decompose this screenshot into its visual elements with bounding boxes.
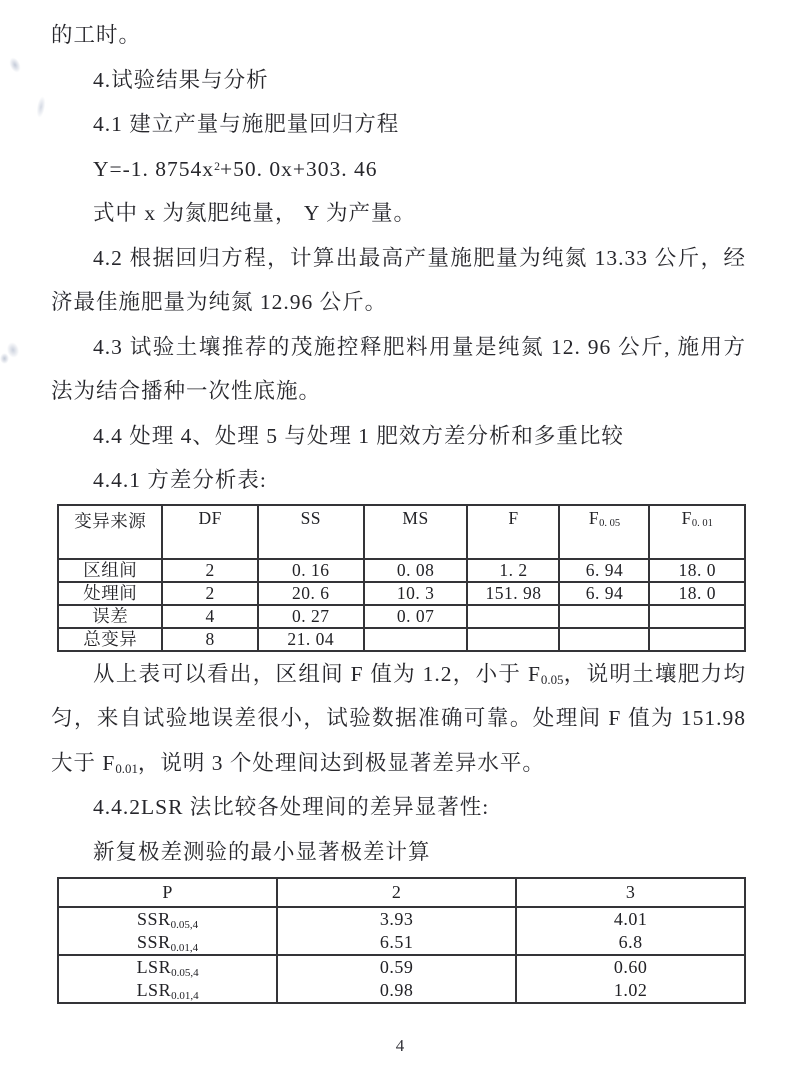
para-4-3-line-2: 法为结合播种一次性底施。 (51, 379, 322, 403)
equation-note: 式中 x 为氮肥纯量， Y 为产量。 (93, 201, 416, 225)
para-4-3-line-1: 4.3 试验土壤推荐的茂施控释肥料用量是纯氮 12. 96 公斤, 施用方 (93, 334, 746, 359)
anova-cell: 4 (162, 605, 257, 628)
lsr-table (57, 877, 746, 1004)
anova-header-df: DF (162, 505, 257, 559)
anova-cell: 1. 2 (467, 559, 559, 582)
anova-cell: 处理间 (58, 582, 162, 605)
lsr-row-lsr-005 (58, 955, 745, 979)
para-4-2-line-1: 4.2 根据回归方程，计算出最高产量施肥量为纯氮 13.33 公斤，经 (93, 245, 746, 270)
anova-cell: 区组间 (58, 559, 162, 582)
lsr-header-row (58, 878, 745, 907)
anova-header-f001: $F_{0. 01}$ (649, 505, 745, 559)
lsr-cell: 0.59 (277, 955, 516, 979)
scan-smudge (35, 95, 47, 118)
anova-discussion-line-1: 从上表可以看出，区组间 F 值为 1.2，小于 $F_{0.05}$，说明土壤肥力均 (93, 661, 746, 687)
lsr-label: $LSR_{0.01,4}$ (58, 979, 277, 1003)
anova-cell (649, 605, 745, 628)
heading-section-4: 4.试验结果与分析 (93, 67, 269, 92)
lsr-label: $LSR_{0.05,4}$ (58, 955, 277, 979)
anova-header-f: F (467, 505, 559, 559)
anova-cell: 21. 04 (258, 628, 364, 651)
anova-cell (559, 628, 649, 651)
lsr-row-ssr-001 (58, 931, 745, 955)
anova-cell (649, 628, 745, 651)
anova-cell: 误差 (58, 605, 162, 628)
heading-4-4-1: 4.4.1 方差分析表: (93, 468, 267, 492)
anova-cell: 0. 16 (258, 559, 364, 582)
heading-4-1: 4.1 建立产量与施肥量回归方程 (93, 112, 400, 136)
lsr-header-3: 3 (516, 878, 745, 907)
anova-header-ms: MS (364, 505, 468, 559)
scan-smudge (7, 56, 23, 75)
anova-cell: 6. 94 (559, 559, 649, 582)
anova-header-ss: SS (258, 505, 364, 559)
anova-cell: 0. 27 (258, 605, 364, 628)
anova-cell: 18. 0 (649, 559, 745, 582)
heading-4-4-2: 4.4.2LSR 法比较各处理间的差异显著性: (93, 795, 490, 819)
anova-row-error (58, 605, 745, 628)
lsr-row-ssr-005 (58, 907, 745, 931)
scan-smudge (0, 353, 9, 364)
anova-cell: 0. 07 (364, 605, 468, 628)
lsr-cell: 4.01 (516, 907, 745, 931)
lsr-table-caption: 新复极差测验的最小显著极差计算 (93, 839, 431, 864)
anova-row-treatments (58, 582, 745, 605)
para-4-2-line-2: 济最佳施肥量为纯氮 12.96 公斤。 (51, 290, 388, 314)
paragraph-worktime-tail: 的工时。 (51, 23, 142, 47)
lsr-row-lsr-001 (58, 979, 745, 1003)
heading-4-4: 4.4 处理 4、处理 5 与处理 1 肥效方差分析和多重比较 (93, 423, 624, 448)
lsr-cell: 6.51 (277, 931, 516, 955)
anova-header-source: 变异来源 (58, 505, 162, 559)
lsr-label: $SSR_{0.01,4}$ (58, 931, 277, 955)
anova-cell: 8 (162, 628, 257, 651)
anova-row-total (58, 628, 745, 651)
page-number: 4 (395, 1036, 405, 1055)
anova-discussion-line-3: 大于 $F_{0.01}$，说明 3 个处理间达到极显著差异水平。 (51, 750, 545, 776)
anova-cell: 10. 3 (364, 582, 468, 605)
anova-cell: 2 (162, 582, 257, 605)
anova-cell: 总变异 (58, 628, 162, 651)
anova-cell: 2 (162, 559, 257, 582)
lsr-cell: 3.93 (277, 907, 516, 931)
regression-equation: Y=-1. $8754x^2+50$. 0x+303. 46 (93, 156, 378, 181)
lsr-cell: 6.8 (516, 931, 745, 955)
anova-header-row (58, 505, 745, 559)
anova-cell: 20. 6 (258, 582, 364, 605)
anova-cell (559, 605, 649, 628)
lsr-header-p: P (58, 878, 277, 907)
anova-cell: 6. 94 (559, 582, 649, 605)
anova-cell (467, 605, 559, 628)
anova-header-f005: $F_{0. 05}$ (559, 505, 649, 559)
lsr-cell: 0.98 (277, 979, 516, 1003)
anova-table (57, 504, 746, 652)
lsr-header-2: 2 (277, 878, 516, 907)
anova-discussion-line-2: 匀，来自试验地误差很小，试验数据准确可靠。处理间 F 值为 151.98 (51, 706, 746, 730)
anova-cell: 151. 98 (467, 582, 559, 605)
scan-smudge (5, 341, 21, 360)
lsr-cell: 0.60 (516, 955, 745, 979)
anova-cell (467, 628, 559, 651)
anova-row-blocks (58, 559, 745, 582)
lsr-label: $SSR_{0.05,4}$ (58, 907, 277, 931)
document-body (51, 13, 746, 1004)
anova-cell (364, 628, 468, 651)
anova-cell: 18. 0 (649, 582, 745, 605)
lsr-cell: 1.02 (516, 979, 745, 1003)
anova-cell: 0. 08 (364, 559, 468, 582)
